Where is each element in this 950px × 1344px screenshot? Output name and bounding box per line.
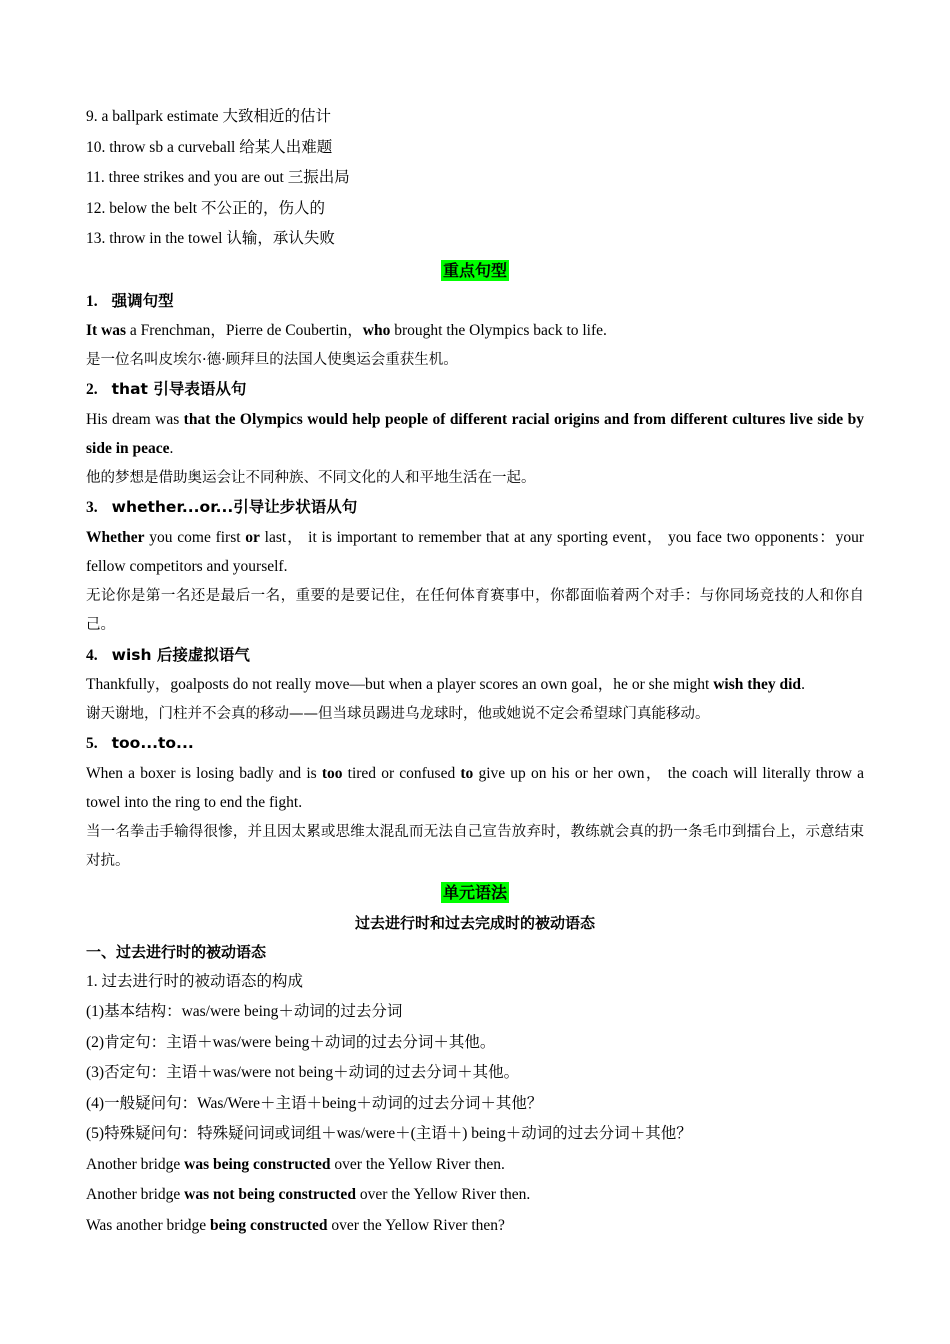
list-item: 12. below the belt 不公正的，伤人的 — [86, 199, 325, 217]
list-item: 13. throw in the towel 认输，承认失败 — [86, 230, 335, 247]
grammar-line: 1. 过去进行时的被动语态的构成 — [86, 972, 304, 990]
grammar-line: (3)否定句：主语＋was/were not being＋动词的过去分词＋其他。 — [86, 1064, 520, 1081]
translation: 当一名拳击手输得很惨，并且因太累或思维太混乱而无法自己宣告放弃时，教练就会真的扔一条毛巾到擂台上，示意结束对抗。 — [86, 823, 864, 869]
grammar-example: Another bridge was not being constructed over the Yellow River then. — [86, 1186, 531, 1203]
example-sentence: It was a Frenchman，Pierre de Coubertin，who brought the Olympics back to life. — [86, 322, 607, 339]
pattern-heading: 3. whether...or...引导让步状语从句 — [86, 498, 358, 516]
pattern-heading: 2. that 引导表语从句 — [86, 380, 247, 398]
document-page — [86, 102, 864, 1241]
translation: 谢天谢地，门柱并不会真的移动——但当球员踢进乌龙球时，他或她说不定会希望球门真能移动。 — [86, 705, 710, 722]
grammar-line: (2)肯定句：主语＋was/were being＋动词的过去分词＋其他。 — [86, 1033, 496, 1051]
idiom-list — [86, 102, 864, 255]
list-item: 10. throw sb a curveball 给某人出难题 — [86, 138, 333, 156]
example-sentence: His dream was that the Olympics would help people of different racial origins and from different cultures live side by side in peace. — [86, 410, 864, 457]
section-title-grammar: 单元语法 — [442, 882, 507, 902]
example-sentence: Thankfully，goalposts do not really move—but when a player scores an own goal，he or she might wish they did. — [86, 676, 805, 693]
pattern-heading: 1. 强调句型 — [86, 291, 174, 310]
list-item: 9. a ballpark estimate 大致相近的估计 — [86, 108, 331, 125]
section-title-sentences: 重点句型 — [442, 260, 507, 280]
grammar-line: (1)基本结构：was/were being＋动词的过去分词 — [86, 1003, 403, 1020]
translation: 是一位名叫皮埃尔·德·顾拜旦的法国人使奥运会重获生机。 — [86, 351, 458, 368]
list-item: 11. three strikes and you are out 三振出局 — [86, 169, 350, 186]
grammar-line: (4)一般疑问句：Was/Were＋主语＋being＋动词的过去分词＋其他？ — [86, 1094, 543, 1112]
grammar-example: Was another bridge being constructed over the Yellow River then? — [86, 1216, 505, 1234]
pattern-heading: 4. wish 后接虚拟语气 — [86, 645, 250, 664]
example-sentence: Whether you come first or last， it is important to remember that at any sporting event， you face two opponents：your fellow competitors and yourself. — [86, 528, 864, 575]
grammar-part-heading: 一、过去进行时的被动语态 — [86, 942, 267, 961]
grammar-subtitle: 过去进行时和过去完成时的被动语态 — [354, 913, 595, 932]
pattern-heading: 5. too...to... — [86, 734, 194, 752]
grammar-line: (5)特殊疑问句：特殊疑问词或词组＋was/were＋(主语＋) being＋动词的过去分词＋其他？ — [86, 1125, 692, 1142]
translation: 他的梦想是借助奥运会让不同种族、不同文化的人和平地生活在一起。 — [86, 469, 536, 486]
translation: 无论你是第一名还是最后一名，重要的是要记住，在任何体育赛事中，你都面临着两个对手：与你同场竞技的人和你自己。 — [86, 587, 864, 633]
grammar-example: Another bridge was being constructed over the Yellow River then. — [86, 1155, 505, 1173]
example-sentence: When a boxer is losing badly and is too tired or confused to give up on his or her own， the coach will literally throw a towel into the ring to end the fight. — [86, 764, 864, 811]
